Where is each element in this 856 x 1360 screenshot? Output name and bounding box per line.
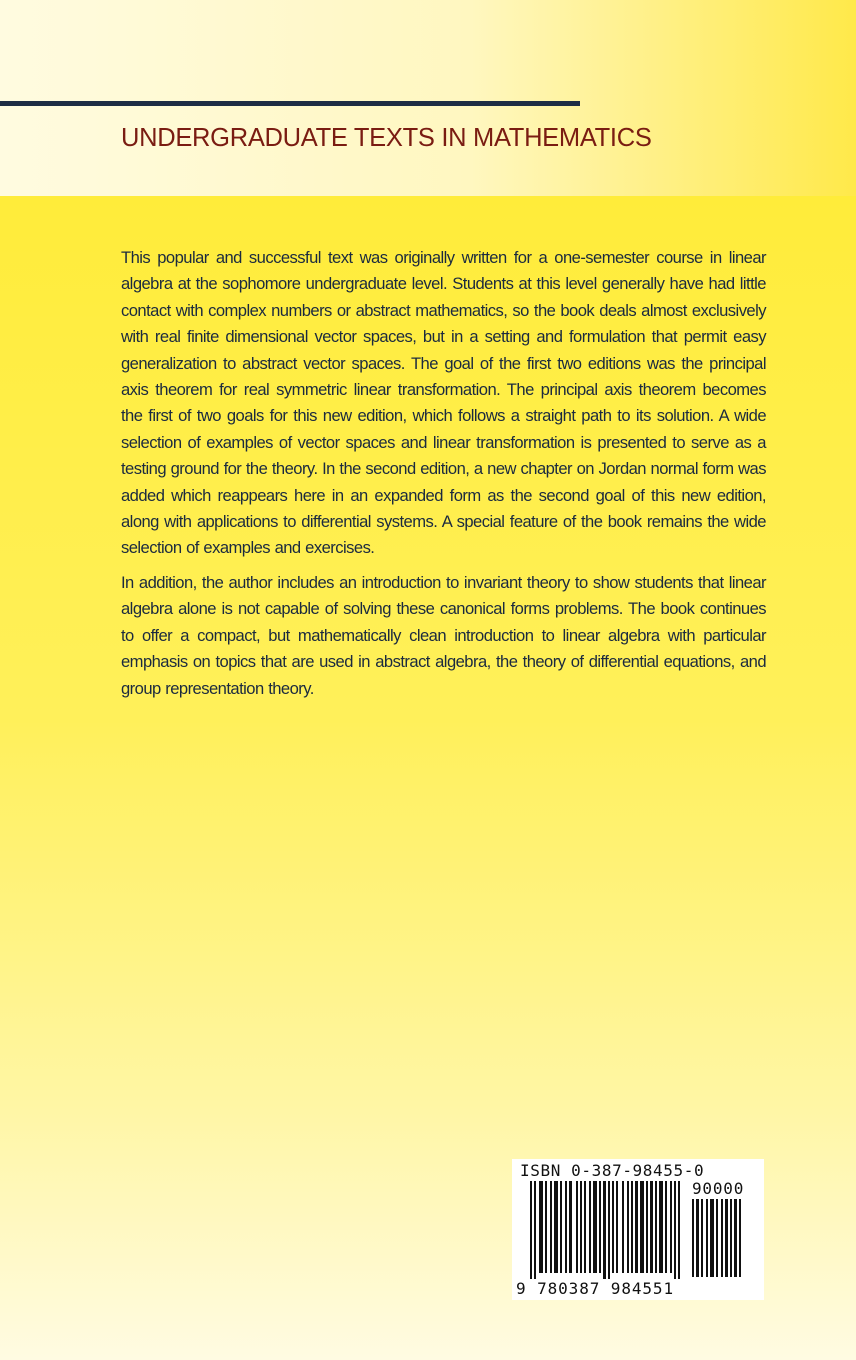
- barcode-bar: [612, 1181, 614, 1273]
- barcode-bar: [589, 1181, 591, 1273]
- barcode-bar: [659, 1181, 663, 1273]
- barcode-bar: [616, 1181, 618, 1273]
- book-description: [121, 245, 766, 702]
- barcode-bar: [665, 1181, 667, 1273]
- barcode-bar: [640, 1181, 644, 1273]
- isbn-label: ISBN 0-387-98455-0: [520, 1161, 705, 1180]
- barcode-bar: [716, 1199, 718, 1277]
- barcode-bar: [550, 1181, 552, 1273]
- barcode-bar: [576, 1181, 578, 1273]
- barcode-bar: [678, 1181, 680, 1279]
- barcode-bar: [599, 1181, 601, 1273]
- barcode-bar: [545, 1181, 547, 1273]
- barcode-bar: [539, 1181, 543, 1273]
- ean-digits: 9 780387 984551: [516, 1279, 674, 1298]
- barcode-bar: [584, 1181, 586, 1273]
- top-rule: [0, 101, 580, 106]
- description-paragraph-2: In addition, the author includes an introduction to invariant theory to show students that linear algebra alone is not capable of solving these canonical forms problems. The book continues to offer a compact, but mathematically clean introduction to linear algebra with particular emphasis on topics that are used in abstract algebra, the theory of differential equations, and group representation theory.: [121, 572, 766, 698]
- barcode-bar: [670, 1181, 672, 1273]
- barcode-bar: [710, 1199, 714, 1277]
- barcode-bar: [569, 1181, 572, 1273]
- barcode-bar: [739, 1199, 741, 1277]
- barcode-bar: [560, 1181, 562, 1273]
- barcode-bar: [721, 1199, 723, 1277]
- barcode-bar: [635, 1181, 638, 1273]
- price-addon-barcode-icon: [692, 1199, 752, 1279]
- barcode-bar: [603, 1181, 606, 1279]
- barcode-bar: [646, 1181, 648, 1273]
- barcode-bar: [530, 1181, 532, 1279]
- barcode-bar: [701, 1199, 703, 1277]
- barcode-bar: [692, 1199, 694, 1277]
- series-title: UNDERGRADUATE TEXTS IN MATHEMATICS: [121, 124, 652, 152]
- barcode-bar: [734, 1199, 737, 1277]
- barcode-bar: [696, 1199, 699, 1277]
- barcode-bar: [608, 1181, 610, 1279]
- barcode-bar: [674, 1181, 676, 1279]
- barcode-bar: [650, 1181, 653, 1273]
- barcode-panel: [512, 1159, 764, 1300]
- barcode-bar: [655, 1181, 657, 1273]
- barcode-bar: [730, 1199, 732, 1277]
- barcode-bar: [565, 1181, 567, 1273]
- barcode-bar: [627, 1181, 629, 1273]
- ean-barcode-icon: [530, 1181, 688, 1279]
- barcode-bar: [593, 1181, 597, 1273]
- barcode-bar: [631, 1181, 633, 1273]
- barcode-bar: [534, 1181, 536, 1279]
- barcode-bar: [725, 1199, 728, 1277]
- barcode-bar: [580, 1181, 582, 1273]
- barcode-bar: [706, 1199, 708, 1277]
- barcode-bar: [554, 1181, 558, 1273]
- barcode-bar: [622, 1181, 624, 1273]
- price-code: 90000: [692, 1179, 745, 1198]
- description-paragraph-1: This popular and successful text was originally written for a one-semester course in linear algebra at the sophomore undergraduate level. Students at this level generally have had little contact with complex numbers or abstract mathematics, so the book deals almost exclusively with real finite dimensional vector spaces, but in a setting and formulation that permit easy generalization to abstract vector spaces. The goal of the first two editions was the principal axis theorem for real symmetric linear transformation. The principal axis theorem becomes the first of two goals for this new edition, which follows a straight path to its solution. A wide selection of examples of vector spaces and linear transformation is presented to serve as a testing ground for the theory. In the second edition, a new chapter on Jordan normal form was added which reappears here in an expanded form as the second goal of this new edition, along with applications to differential systems. A special feature of the book remains the wide selection of examples and exercises.: [121, 248, 766, 558]
